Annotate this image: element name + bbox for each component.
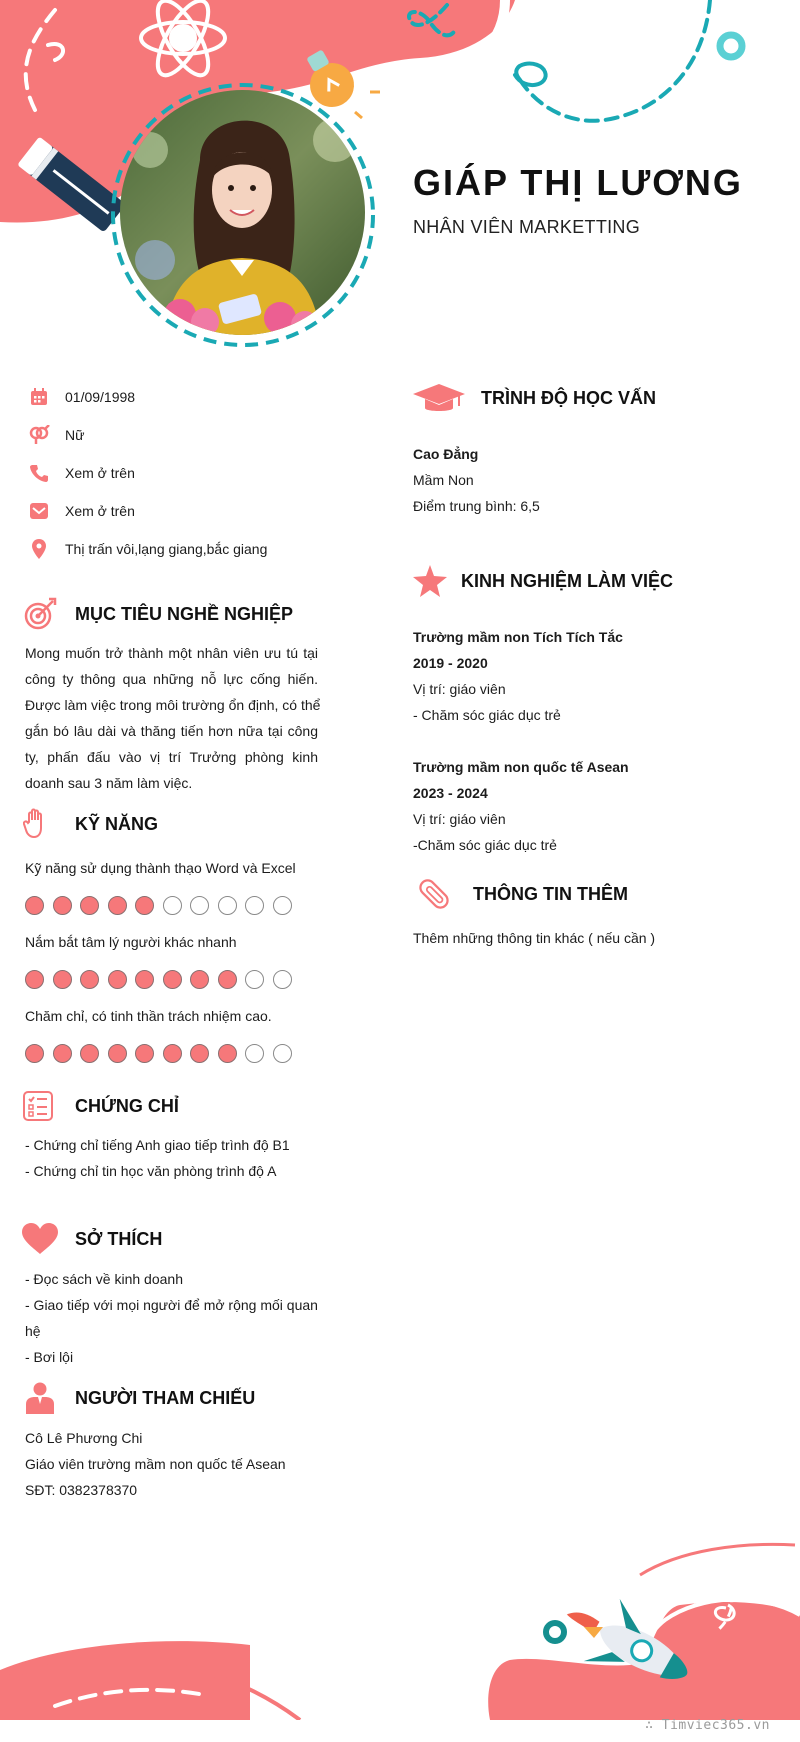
- gender-icon: [28, 424, 50, 446]
- section-objective-heading: [22, 596, 294, 632]
- hobby-line: - Bơi lội: [25, 1349, 74, 1365]
- contact-address: [28, 537, 268, 561]
- rating-dot-filled: [25, 1044, 44, 1063]
- rating-dot-filled: [53, 1044, 72, 1063]
- skill-name: Kỹ năng sử dụng thành thạo Word và Excel: [25, 860, 296, 876]
- birthday-text: 01/09/1998: [65, 389, 136, 405]
- skill-name: Chăm chỉ, có tinh thần trách nhiệm cao.: [25, 1008, 272, 1024]
- education-major: Mầm Non: [413, 472, 474, 488]
- phone-text: Xem ở trên: [65, 465, 135, 481]
- contact-phone: [28, 461, 135, 485]
- experience-title: KINH NGHIỆM LÀM VIỆC: [461, 570, 674, 591]
- checklist-icon: [20, 1088, 56, 1124]
- objective-text: [25, 640, 321, 796]
- objective-line: Được làm việc trong môi trường ổn định, có thể: [25, 697, 321, 713]
- star-icon: [412, 563, 448, 599]
- section-extra-heading: [416, 876, 628, 912]
- email-icon: [28, 500, 50, 522]
- email-text: Xem ở trên: [65, 503, 135, 519]
- section-hobbies-heading: [22, 1221, 163, 1257]
- reference-line: SĐT: 0382378370: [25, 1482, 138, 1498]
- reference-line: Cô Lê Phương Chi: [25, 1430, 143, 1446]
- section-skills-heading: [18, 806, 159, 842]
- rating-dot-filled: [190, 1044, 209, 1063]
- section-education-heading: [413, 380, 656, 416]
- section-certificates-heading: [20, 1088, 179, 1124]
- rating-dot-filled: [218, 1044, 237, 1063]
- rating-dot-filled: [218, 970, 237, 989]
- rating-dot-filled: [108, 1044, 127, 1063]
- rating-dot-empty: [218, 896, 237, 915]
- job-description: - Chăm sóc giác dục trẻ: [413, 707, 561, 723]
- hobbies-title: SỞ THÍCH: [75, 1228, 163, 1249]
- rating-dot-empty: [163, 896, 182, 915]
- skill-rating: [25, 970, 292, 989]
- hand-icon: [18, 806, 54, 842]
- footer-decoration: [0, 1470, 800, 1720]
- certificate-item: - Chứng chỉ tiếng Anh giao tiếp trình độ B1: [25, 1137, 290, 1153]
- rating-dot-empty: [273, 1044, 292, 1063]
- hobby-line: - Giao tiếp với mọi người để mở rộng mối quan: [25, 1297, 318, 1313]
- extra-title: THÔNG TIN THÊM: [473, 883, 628, 904]
- watermark: ∴ Timviec365.vn: [645, 1718, 770, 1733]
- objective-title: MỤC TIÊU NGHỀ NGHIỆP: [75, 603, 294, 624]
- contact-gender: [28, 423, 85, 447]
- phone-icon: [28, 462, 50, 484]
- contact-birthday: [28, 385, 136, 409]
- gender-text: Nữ: [65, 427, 85, 443]
- calendar-icon: [28, 386, 50, 408]
- graduation-cap-icon: [413, 380, 465, 416]
- reference-line: Giáo viên trường mầm non quốc tế Asean: [25, 1456, 286, 1472]
- job-period: 2023 - 2024: [413, 785, 488, 801]
- rating-dot-filled: [163, 970, 182, 989]
- rating-dot-empty: [245, 970, 264, 989]
- address-text: Thị trấn vôi,lạng giang,bắc giang: [65, 541, 268, 557]
- rating-dot-filled: [190, 970, 209, 989]
- section-experience-heading: [412, 563, 674, 599]
- objective-line: Mong muốn trở thành một nhân viên ưu tú tại: [25, 645, 318, 661]
- rating-dot-empty: [273, 970, 292, 989]
- rating-dot-filled: [135, 970, 154, 989]
- hobby-line: hệ: [25, 1323, 41, 1339]
- job-period: 2019 - 2020: [413, 655, 488, 671]
- rating-dot-filled: [80, 896, 99, 915]
- candidate-name: GIÁP THỊ LƯƠNG: [413, 162, 743, 203]
- heart-icon: [22, 1221, 58, 1257]
- job-description: -Chăm sóc giác dục trẻ: [413, 837, 557, 853]
- education-school: Cao Đẳng: [413, 446, 479, 462]
- education-gpa: Điểm trung bình: 6,5: [413, 498, 540, 514]
- hobby-line: - Đọc sách về kinh doanh: [25, 1271, 183, 1287]
- rating-dot-filled: [25, 970, 44, 989]
- rating-dot-empty: [273, 896, 292, 915]
- rating-dot-filled: [53, 970, 72, 989]
- job-company: Trường mầm non Tích Tích Tắc: [413, 629, 623, 645]
- rating-dot-filled: [53, 896, 72, 915]
- rating-dot-empty: [190, 896, 209, 915]
- rating-dot-empty: [245, 1044, 264, 1063]
- rating-dot-filled: [108, 970, 127, 989]
- section-references-heading: [22, 1380, 256, 1416]
- rating-dot-filled: [80, 970, 99, 989]
- objective-line: doanh sau 3 năm làm việc.: [25, 775, 193, 791]
- rating-dot-filled: [25, 896, 44, 915]
- contact-email: [28, 499, 135, 523]
- rating-dot-filled: [163, 1044, 182, 1063]
- skill-rating: [25, 896, 292, 915]
- paperclip-icon: [416, 876, 452, 912]
- certificate-item: - Chứng chỉ tin học văn phòng trình độ A: [25, 1163, 277, 1179]
- rating-dot-filled: [135, 896, 154, 915]
- rating-dot-empty: [245, 896, 264, 915]
- certificates-title: CHỨNG CHỈ: [75, 1095, 179, 1116]
- avatar: [120, 90, 365, 335]
- target-icon: [22, 596, 58, 632]
- person-icon: [22, 1380, 58, 1416]
- job-position: Vị trí: giáo viên: [413, 681, 506, 697]
- rating-dot-filled: [135, 1044, 154, 1063]
- objective-line: công ty thông qua những nỗ lực cống hiến.: [25, 671, 318, 687]
- location-pin-icon: [28, 538, 50, 560]
- education-title: TRÌNH ĐỘ HỌC VẤN: [481, 387, 656, 408]
- job-position: Vị trí: giáo viên: [413, 811, 506, 827]
- references-title: NGƯỜI THAM CHIẾU: [75, 1387, 256, 1408]
- skills-title: KỸ NĂNG: [75, 813, 159, 834]
- extra-text: Thêm những thông tin khác ( nếu cần ): [413, 930, 656, 946]
- skill-name: Nắm bắt tâm lý người khác nhanh: [25, 934, 237, 950]
- job-company: Trường mầm non quốc tế Asean: [413, 759, 629, 775]
- rating-dot-filled: [108, 896, 127, 915]
- rating-dot-filled: [80, 1044, 99, 1063]
- objective-line: ty, phấn đấu vào vị trí Trưởng phòng kinh: [25, 749, 318, 765]
- objective-line: gắn bó lâu dài và thăng tiến hơn nữa tại công: [25, 723, 318, 739]
- skill-rating: [25, 1044, 292, 1063]
- candidate-role: NHÂN VIÊN MARKETTING: [413, 217, 641, 237]
